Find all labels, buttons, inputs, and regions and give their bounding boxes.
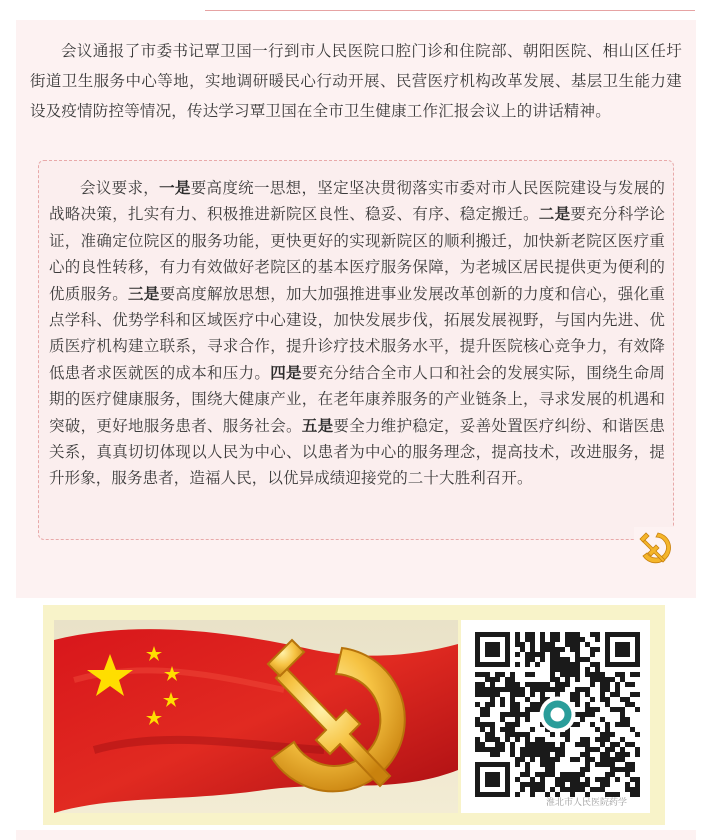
top-divider xyxy=(205,10,695,11)
qr-caption: 淮北市人民医院药学 xyxy=(546,798,628,808)
item-label-2: 二是 xyxy=(538,205,571,224)
item-text-2: 要充分科学论证，准确定位院区的服务功能，更快更好的实现新院区的顺利搬迁，加快新老院区医疗重心的良性转移，有力有效做好老院区的基本医疗服务保障，为老城区居民提供更为便利的优质服务。 xyxy=(49,205,666,303)
item-text-4: 要充分结合全市人口和社会的发展实际，围绕生命周期的医疗健康服务，围绕大健康产业，在老年康养服务的产业链条上，寻求发展的机遇和突破，更好地服务患者、服务社会。 xyxy=(49,363,666,435)
requirements-lead: 会议要求， xyxy=(80,179,160,197)
party-flag-image xyxy=(54,620,458,813)
qr-code-icon[interactable] xyxy=(461,620,650,813)
item-label-5: 五是 xyxy=(301,416,334,435)
item-text-5: 要全力维护稳定，妥善处置医疗纠纷、和谐医患关系，真真切切体现以人民为中心、以患者为中心的服务理念，提高技术，改进服务，提升形象，服务患者，造福人民，以优异成绩迎接党的二十大胜利召开。 xyxy=(49,416,665,488)
bottom-strip xyxy=(16,830,696,840)
requirements-box xyxy=(38,160,674,540)
requirements-paragraph xyxy=(49,175,665,492)
item-label-4: 四是 xyxy=(270,363,302,382)
item-label-3: 三是 xyxy=(128,284,160,303)
party-emblem-icon xyxy=(634,527,678,571)
item-text-1: 要高度统一思想，坚定坚决贯彻落实市委对市人民医院建设与发展的战略决策，扎实有力、积极推进新院区良性、稳妥、有序、稳定搬迁。 xyxy=(49,179,665,224)
intro-paragraph: 会议通报了市委书记覃卫国一行到市人民医院口腔门诊和住院部、朝阳医院、相山区任圩街道卫生服务中心等地，实地调研暖民心行动开展、民营医疗机构改革发展、基层卫生能力建设及疫情防控等情况，传达学习覃卫国在全市卫生健康工作汇报会议上的讲话精神。 xyxy=(30,42,682,120)
content-panel xyxy=(16,20,696,598)
item-text-3: 要高度解放思想，加大加强推进事业发展改革创新的力度和信心，强化重点学科、优势学科和区域医疗中心建设，加快发展步伐，拓展发展视野，与国内先进、优质医疗机构建立联系，寻求合作，提升诊疗技术服务水平，提升医院核心竞争力，有效降低患者求医就医的成本和压力。 xyxy=(49,284,665,382)
qr-code-card xyxy=(461,620,650,813)
item-label-1: 一是 xyxy=(159,179,191,197)
